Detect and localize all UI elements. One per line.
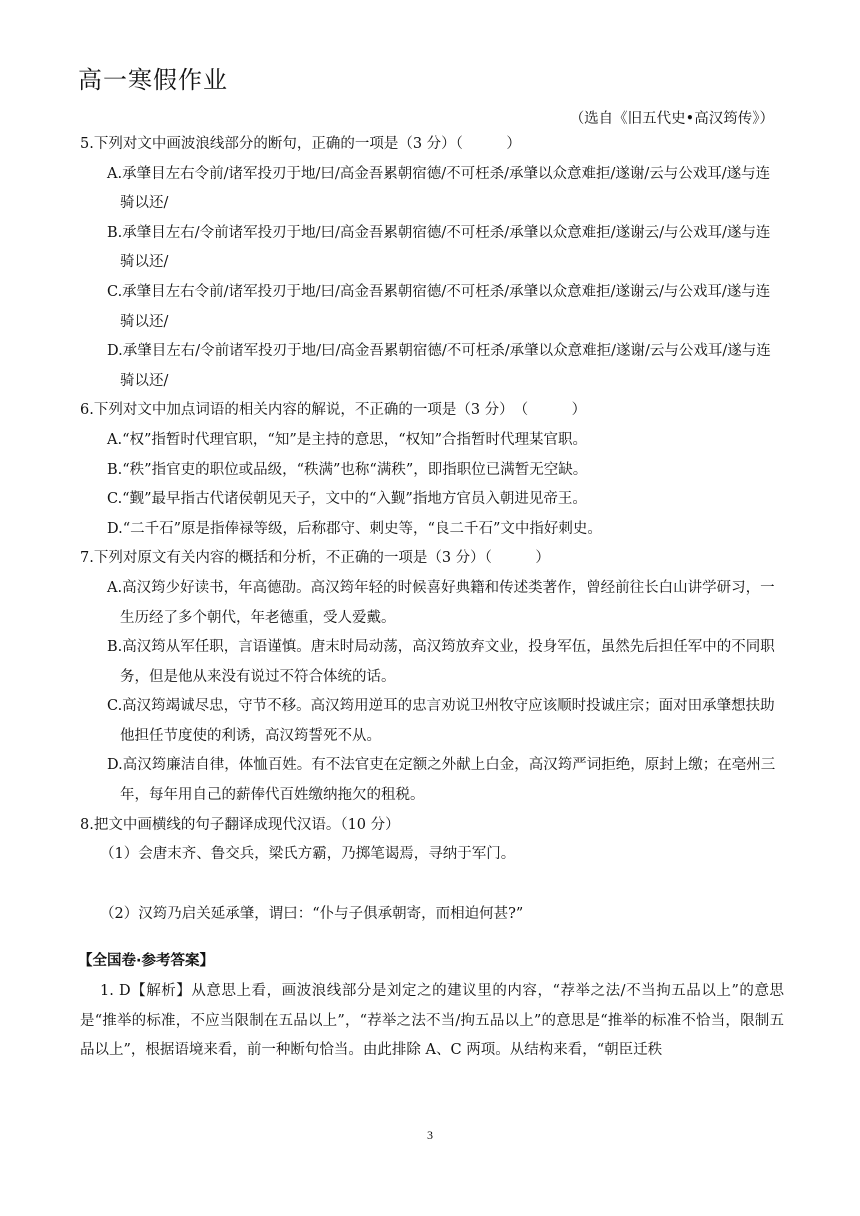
question-8-item-1: （1）会唐末齐、鲁交兵，梁氏方霸，乃掷笔谒焉，寻纳于军门。 — [100, 846, 516, 863]
question-7-option-c: C.高汉筠竭诚尽忠，守节不移。高汉筠用逆耳的忠言劝说卫州牧守应该顺时投诚庄宗；面对田承肇想扶助他担任节度使的利诱，高汉筠誓死不从。 — [107, 698, 775, 744]
question-5-stem: 5.下列对文中画波浪线部分的断句，正确的一项是（3 分）（ ） — [80, 136, 521, 152]
page-number: 3 — [427, 1128, 433, 1142]
question-7-option-a: A.高汉筠少好读书，年高德劭。高汉筠年轻的时候喜好典籍和传述类著作，曾经前往长白山讲学研习，一生历经了多个朝代，年老德重，受人爱戴。 — [107, 579, 775, 626]
question-5-option-d: D.承肇目左右/令前诸军投刃于地/曰/高金吾累朝宿德/不可枉杀/承肇以众意难拒/遂谢/云与公戏耳/遂与连骑以还/ — [107, 343, 771, 389]
main-content — [80, 130, 784, 1066]
answer-section-heading: 【全国卷·参考答案】 — [78, 953, 215, 970]
page-header-title: 高一寒假作业 — [78, 66, 228, 94]
answer-paragraph-1: 1. D【解析】从意思上看，画波浪线部分是刘定之的建议里的内容，“荐举之法/不当拘五品以上”的意思是“推举的标准，不应当限制在五品以上”，“荐举之法不当/拘五品以上”的意思是“推举的标准不恰当，限制五品以上”，根据语境来看，前一种断句恰当。由此排除 A、C 两项。从结构来看，“朝臣迁秩 — [80, 983, 784, 1059]
question-7-option-d: D.高汉筠廉洁自律，体恤百姓。有不法官吏在定额之外献上白金，高汉筠严词拒绝，原封上缴；在亳州三年，每年用自己的薪俸代百姓缴纳拖欠的租税。 — [107, 757, 776, 804]
answer-space — [80, 870, 784, 900]
question-6-stem: 6.下列对文中加点词语的相关内容的解说，不正确的一项是（3 分） （ ） — [80, 402, 587, 419]
question-6-option-b: B.“秩”指官吏的职位或品级，“秩满”也称“满秩”，即指职位已满暂无空缺。 — [107, 461, 588, 478]
question-8-item-2: （2）汉筠乃启关延承肇，谓曰：“仆与子俱承朝寄，而相迫何甚?” — [100, 905, 524, 922]
question-5-option-b: B.承肇目左右/令前诸军投刃于地/曰/高金吾累朝宿德/不可枉杀/承肇以众意难拒/遂谢云/与公戏耳/遂与连骑以还/ — [107, 224, 771, 271]
question-6-option-a: A.“权”指暂时代理官职，“知”是主持的意思，“权知”合指暂时代理某官职。 — [107, 431, 588, 448]
question-7-option-b: B.高汉筠从军任职，言语谨慎。唐末时局动荡，高汉筠放弃文业，投身军伍，虽然先后担任军中的不同职务，但是他从来没有说过不符合体统的话。 — [107, 639, 775, 685]
question-7-stem: 7.下列对原文有关内容的概括和分析，不正确的一项是（3 分）（ ） — [80, 550, 550, 567]
question-8-stem: 8.把文中画横线的句子翻译成现代汉语。（10 分） — [80, 816, 400, 833]
question-6-option-d: D.“二千石”原是指俸禄等级，后称郡守、刺史等，“良二千石”文中指好刺史。 — [107, 520, 602, 537]
question-6-option-c: C.“觐”最早指古代诸侯朝见天子，文中的“入觐”指地方官员入朝进见帝王。 — [107, 491, 587, 508]
question-5-option-a: A.承肇目左右令前/诸军投刃于地/曰/高金吾累朝宿德/不可枉杀/承肇以众意难拒/遂谢/云与公戏耳/遂与连骑以还/ — [107, 165, 771, 212]
question-5-option-c: C.承肇目左右令前/诸军投刃于地/曰/高金吾累朝宿德/不可枉杀/承肇以众意难拒/遂谢云/与公戏耳/遂与连骑以还/ — [107, 283, 771, 330]
source-citation: （选自《旧五代史•高汉筠传》） — [569, 111, 774, 127]
